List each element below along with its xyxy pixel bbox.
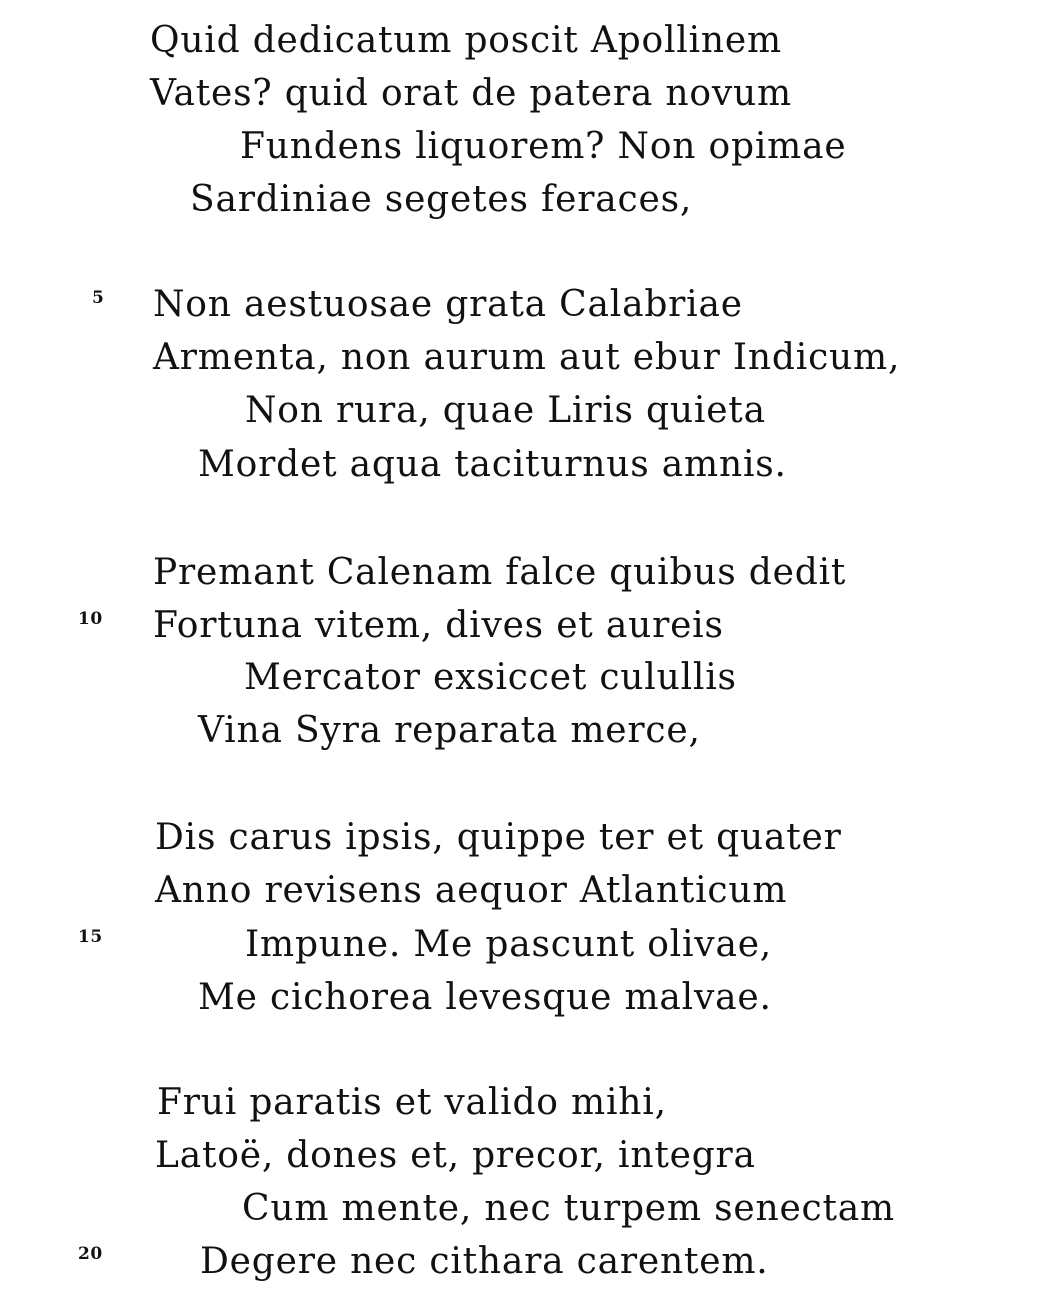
- verse-line: Anno revisens aequor Atlanticum: [155, 870, 788, 911]
- verse-line: Premant Calenam falce quibus dedit: [153, 552, 847, 593]
- verse-line: Me cichorea levesque malvae.: [198, 977, 772, 1018]
- verse-line: Fortuna vitem, dives et aureis: [153, 605, 724, 646]
- verse-line: Vina Syra reparata merce,: [198, 710, 701, 751]
- verse-line: Frui paratis et valido mihi,: [157, 1082, 667, 1123]
- line-number: 20: [78, 1244, 103, 1264]
- verse-line: Fundens liquorem? Non opimae: [240, 126, 847, 167]
- verse-line: Latoë, dones et, precor, integra: [155, 1135, 756, 1176]
- verse-line: Vates? quid orat de patera novum: [150, 73, 792, 114]
- verse-line: Quid dedicatum poscit Apollinem: [150, 20, 782, 61]
- verse-line: Cum mente, nec turpem senectam: [242, 1188, 895, 1229]
- verse-line: Armenta, non aurum aut ebur Indicum,: [153, 337, 901, 378]
- verse-line: Dis carus ipsis, quippe ter et quater: [155, 817, 842, 858]
- line-number: 10: [78, 609, 103, 629]
- line-number: 5: [92, 288, 105, 308]
- verse-line: Non aestuosae grata Calabriae: [153, 284, 743, 325]
- verse-line: Mordet aqua taciturnus amnis.: [198, 444, 787, 485]
- verse-line: Impune. Me pascunt olivae,: [245, 924, 773, 965]
- line-number: 15: [78, 927, 103, 947]
- verse-line: Non rura, quae Liris quieta: [245, 390, 766, 431]
- verse-line: Degere nec cithara carentem.: [200, 1241, 769, 1282]
- verse-line: Mercator exsiccet culullis: [244, 657, 737, 698]
- verse-line: Sardiniae segetes feraces,: [190, 179, 693, 220]
